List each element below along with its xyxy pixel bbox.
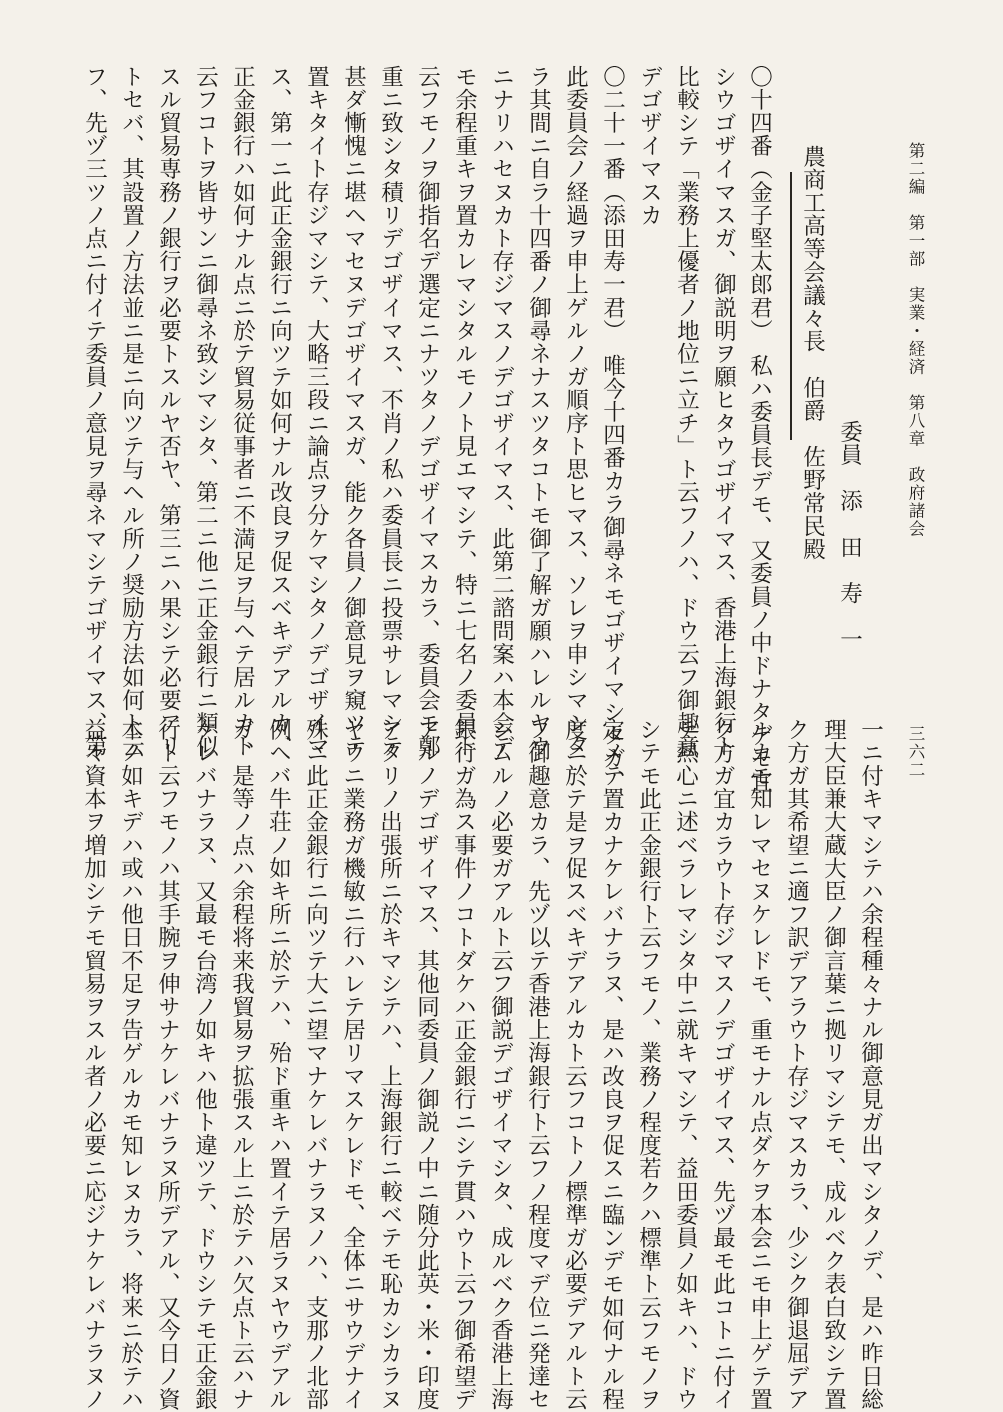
section-divider (790, 172, 792, 440)
speech-line: 本ノ如キデハ或ハ他日不足ヲ告ゲルカモ知レヌカラ、将来ニ於テハ (117, 718, 144, 1411)
running-title: 第二編 第一部 実業・経済 第八章 政府諸会 (906, 142, 925, 538)
speech-line: ク方ガ宜カラウト存ジマスノデゴザイマス、先ヅ最モ此コトニ付イ (709, 718, 736, 1411)
speech-line: モ余程重キヲ置カレマシタルモノト見エマシテ、特ニ七名ノ委員ト (451, 65, 478, 758)
speech-line: ケレバナラヌ、又最モ台湾ノ如キハ他ト違ツテ、ドウシテモ正金銀 (191, 718, 218, 1411)
speech-line: アタリノ出張所ニ於キマシテハ、上海銀行ニ較ベテモ恥カシカラヌ (376, 718, 403, 1411)
speech-line: フ、先ヅ三ツノ点ニ付イテ委員ノ意見ヲ尋ネマシテゴザイマス、第 (81, 65, 108, 758)
addressee-line: 農商工高等会議々長 伯爵 佐野常民殿 (799, 145, 826, 561)
speech-line: 銀行ガ為ス事件ノコトダケハ正金銀行ニシテ貫ハウト云フ御希望デ (450, 718, 477, 1411)
speech-line: テ熱心ニ述ベラレマシタ中ニ就キマシテ、益田委員ノ如キハ、ドウ (672, 718, 699, 1411)
speech-line: 理大臣兼大蔵大臣ノ御言葉ニ拠リマシテモ、成ルベク表白致シテ置 (820, 718, 847, 1411)
speech-line: 〇二十一番（添田寿一君） 唯今十四番カラ御尋ネモゴザイマシタガ、 (599, 65, 626, 793)
speech-line: 〇十四番（金子堅太郎君） 私ハ委員長デモ、又委員ノ中ドナタデモ宜 (746, 65, 773, 793)
speech-line: アルノデゴザイマス、其他同委員ノ御説ノ中ニ随分此英・米・印度 (413, 718, 440, 1411)
speech-line: ヤウニ業務ガ機敏ニ行ハレテ居リマスケレドモ、全体ニサウデナイ (339, 718, 366, 1411)
speech-line: 一ニ付キマシテハ余程種々ナル御意見ガ出マシタノデ、是ハ昨日総 (857, 718, 884, 1411)
speech-line: ク方ガ其希望ニ適フ訳デアラウト存ジマスカラ、少シク御退屈デア (783, 718, 810, 1411)
speech-line: 此委員会ノ経過ヲ申上ゲルノガ順序ト思ヒマス、ソレヲ申シマシタ (562, 65, 589, 758)
speech-line: 殊ニ此正金銀行ニ向ツテ大ニ望マナケレバナラヌノハ、支那ノ北部 (302, 718, 329, 1411)
speech-line: スル貿易専務ノ銀行ヲ必要トスルヤ否ヤ、第三ニハ果シテ必要アリ (155, 65, 182, 758)
speech-line: ガ、是等ノ点ハ余程将来我貿易ヲ拡張スル上ニ於テハ欠点ト云ハナ (228, 718, 255, 1411)
speech-line: 例ヘバ牛荘ノ如キ所ニ於テハ、殆ド重キハ置イテ居ラヌヤウデアル (265, 718, 292, 1411)
speech-line: デゴザイマスカ (636, 65, 663, 227)
committee-member-line: 委員 添 田 寿 一 (836, 420, 863, 651)
speech-line: 度ニ於テ是ヲ促スベキデアルカト云フコトノ標準ガ必要デアルト云 (561, 718, 588, 1411)
speech-line: 云フコトヲ皆サンニ御尋ネ致シマシタ、第二ニ他ニ正金銀行ニ類似 (192, 65, 219, 758)
speech-line: ルカモ知レマセヌケレドモ、重モナル点ダケヲ本会ニモ申上ゲテ置 (746, 718, 773, 1411)
speech-line: シウゴザイマスガ、御説明ヲ願ヒタウゴザイマス、香港上海銀行ト (710, 65, 737, 758)
speech-line: シムルノ必要ガアルト云フ御説デゴザイマシタ、成ルベク香港上海 (487, 718, 514, 1411)
speech-line: ニナリハセヌカト存ジマスノデゴザイマス、此第二諮問案ハ本会デ (488, 65, 515, 758)
speech-line: シテモ此正金銀行ト云フモノ、業務ノ程度若クハ標準ト云フモノヲ (635, 718, 662, 1411)
speech-line: 置キタイト存ジマシテ、大略三段ニ論点ヲ分ケマシタノデゴザイマ (303, 65, 330, 758)
speech-line: 甚ダ慚愧ニ堪ヘマセヌデゴザイマスガ、能ク各員ノ御意見ヲ窺ツテ (340, 65, 367, 758)
speech-line: ス、第一ニ此正金銀行ニ向ツテ如何ナル改良ヲ促スベキデアルカ、 (266, 65, 293, 758)
speech-line: 正金銀行ハ如何ナル点ニ於テ貿易従事者ニ不満足ヲ与ヘテ居ルカト (229, 65, 256, 758)
speech-line: 云フモノヲ御指名デ選定ニナツタノデゴザイマスカラ、委員会モ鄭 (414, 65, 441, 758)
speech-line: 重ニ致シタ積リデゴザイマス、不肖ノ私ハ委員長ニ投票サレマシテ (377, 65, 404, 758)
speech-line: フ御趣意カラ、先ヅ以テ香港上海銀行ト云フノ程度マデ位ニ発達セ (524, 718, 551, 1411)
speech-line: 行ト云フモノハ其手腕ヲ伸サナケレバナラヌ所デアル、又今日ノ資 (154, 718, 181, 1411)
speech-line: トセバ、其設置ノ方法並ニ是ニ向ツテ与ヘル所ノ奨励方法如何ト云 (118, 65, 145, 758)
speech-line: 比較シテ「業務上優者ノ地位ニ立チ」ト云フノハ、ドウ云フ御趣意 (673, 65, 700, 758)
speech-line: 定メテ置カナケレバナラヌ、是ハ改良ヲ促スニ臨ンデモ如何ナル程 (598, 718, 625, 1411)
speech-line: 益々資本ヲ増加シテモ貿易ヲスル者ノ必要ニ応ジナケレバナラヌノ (80, 718, 107, 1411)
speech-line: ラ其間ニ自ラ十四番ノ御尋ネナスツタコトモ御了解ガ願ハレルヤウ (525, 65, 552, 758)
page-number: 三六二 (906, 725, 925, 779)
